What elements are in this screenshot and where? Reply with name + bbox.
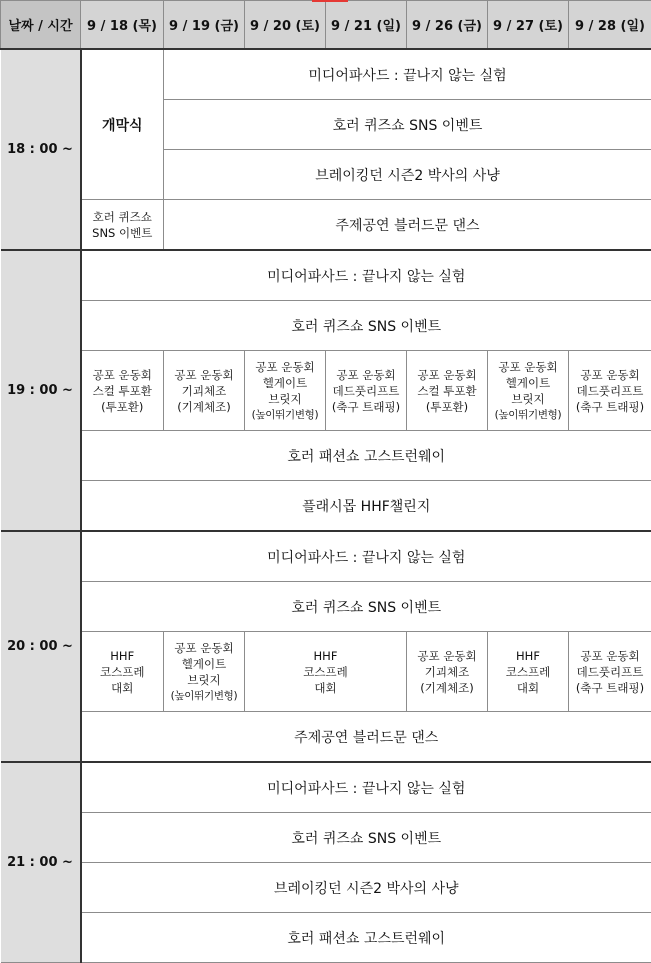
- event-cell: 호러 퀴즈쇼 SNS 이벤트: [81, 301, 651, 351]
- event-cell: 미디어파사드 : 끝나지 않는 실험: [81, 531, 651, 582]
- sports-title: 공포 운동회: [82, 367, 164, 383]
- sports-line: 브릿지: [488, 391, 568, 407]
- table-row: [1, 351, 651, 431]
- cosplay-line: 대회: [488, 680, 568, 696]
- table-row: [1, 712, 651, 763]
- event-cell: 미디어파사드 : 끝나지 않는 실험: [81, 250, 651, 301]
- cosplay-line: 코스프레: [82, 664, 164, 680]
- table-row: [1, 582, 651, 632]
- event-cell: 호러 퀴즈쇼 SNS 이벤트: [81, 582, 651, 632]
- sports-title: 공포 운동회: [245, 359, 325, 375]
- event-line: 호러 퀴즈쇼: [82, 209, 164, 225]
- date-header: 9 / 28 (일): [569, 1, 651, 50]
- sports-line: 스컬 투포환: [82, 383, 164, 399]
- sports-cell: [164, 351, 245, 431]
- cosplay-line: HHF: [82, 648, 164, 664]
- sports-line: 기괴체조: [407, 664, 487, 680]
- sports-line: (축구 트래핑): [569, 399, 651, 415]
- table-row: [1, 200, 651, 251]
- event-cell: 호러 패션쇼 고스트런웨이: [81, 431, 651, 481]
- cosplay-line: 대회: [245, 680, 406, 696]
- sports-cell: [407, 632, 488, 712]
- table-row: [1, 481, 651, 532]
- sports-line: (투포환): [407, 399, 487, 415]
- sports-line: 브릿지: [164, 672, 244, 688]
- date-header: 9 / 21 (일): [326, 1, 407, 50]
- sports-title: 공포 운동회: [407, 648, 487, 664]
- sports-cell: [488, 351, 569, 431]
- cosplay-cell: [245, 632, 407, 712]
- table-row: [1, 632, 651, 712]
- date-header: 9 / 26 (금): [407, 1, 488, 50]
- sports-cell: [164, 632, 245, 712]
- sports-title: 공포 운동회: [407, 367, 487, 383]
- table-row: [1, 531, 651, 582]
- sports-title: 공포 운동회: [569, 648, 651, 664]
- sports-line: (높이뛰기변형): [488, 407, 568, 423]
- event-cell: 브레이킹던 시즌2 박사의 사냥: [164, 150, 651, 200]
- sports-line: 데드풋리프트: [569, 664, 651, 680]
- event-cell: 브레이킹던 시즌2 박사의 사냥: [81, 863, 651, 913]
- sports-title: 공포 운동회: [164, 640, 244, 656]
- sports-line: (기계체조): [407, 680, 487, 696]
- sports-cell: [569, 351, 651, 431]
- date-header: 9 / 20 (토): [245, 1, 326, 50]
- event-cell: 미디어파사드 : 끝나지 않는 실험: [164, 49, 651, 100]
- sports-line: 헬게이트: [164, 656, 244, 672]
- cosplay-line: HHF: [245, 648, 406, 664]
- sports-line: 헬게이트: [245, 375, 325, 391]
- time-slot-2100: 21 : 00 ~: [1, 762, 81, 963]
- sports-cell: [245, 351, 326, 431]
- sports-title: 공포 운동회: [488, 359, 568, 375]
- sports-cell: [81, 351, 164, 431]
- table-row: [1, 301, 651, 351]
- event-cell: 호러 패션쇼 고스트런웨이: [81, 913, 651, 963]
- sports-cell: [326, 351, 407, 431]
- time-slot-1800: 18 : 00 ~: [1, 49, 81, 250]
- event-cell: 주제공연 블러드문 댄스: [81, 712, 651, 763]
- event-cell: 호러 퀴즈쇼 SNS 이벤트: [164, 100, 651, 150]
- sports-line: (축구 트래핑): [569, 680, 651, 696]
- event-cell: 플래시몹 HHF챌린지: [81, 481, 651, 532]
- sports-line: (높이뛰기변형): [164, 688, 244, 704]
- sports-line: 스컬 투포환: [407, 383, 487, 399]
- table-row: [1, 49, 651, 100]
- sports-cell: [407, 351, 488, 431]
- table-row: [1, 762, 651, 813]
- cosplay-line: 코스프레: [245, 664, 406, 680]
- sports-line: 브릿지: [245, 391, 325, 407]
- cosplay-line: 대회: [82, 680, 164, 696]
- sports-title: 공포 운동회: [326, 367, 406, 383]
- event-cell: 호러 퀴즈쇼 SNS 이벤트: [81, 813, 651, 863]
- corner-header: 날짜 / 시간: [1, 1, 81, 50]
- header-row: [1, 1, 651, 50]
- time-slot-2000: 20 : 00 ~: [1, 531, 81, 762]
- event-cell-small: [81, 200, 164, 251]
- sports-cell: [569, 632, 651, 712]
- cosplay-line: 코스프레: [488, 664, 568, 680]
- sports-line: (투포환): [82, 399, 164, 415]
- cosplay-cell: [488, 632, 569, 712]
- sports-title: 공포 운동회: [569, 367, 651, 383]
- top-red-accent: [312, 0, 348, 2]
- sports-line: (높이뛰기변형): [245, 407, 325, 423]
- opening-ceremony: 개막식: [81, 49, 164, 200]
- date-header: 9 / 18 (목): [81, 1, 164, 50]
- time-slot-1900: 19 : 00 ~: [1, 250, 81, 531]
- sports-title: 공포 운동회: [164, 367, 244, 383]
- sports-line: 데드풋리프트: [569, 383, 651, 399]
- table-row: [1, 250, 651, 301]
- table-row: [1, 431, 651, 481]
- sports-line: (축구 트래핑): [326, 399, 406, 415]
- sports-line: 기괴체조: [164, 383, 244, 399]
- event-cell: 주제공연 블러드문 댄스: [164, 200, 651, 251]
- sports-line: 헬게이트: [488, 375, 568, 391]
- event-cell: 미디어파사드 : 끝나지 않는 실험: [81, 762, 651, 813]
- cosplay-cell: [81, 632, 164, 712]
- sports-line: (기계체조): [164, 399, 244, 415]
- date-header: 9 / 27 (토): [488, 1, 569, 50]
- table-row: [1, 863, 651, 913]
- sports-line: 데드풋리프트: [326, 383, 406, 399]
- cosplay-line: HHF: [488, 648, 568, 664]
- event-line: SNS 이벤트: [82, 225, 164, 241]
- table-row: [1, 813, 651, 863]
- table-row: [1, 913, 651, 963]
- date-header: 9 / 19 (금): [164, 1, 245, 50]
